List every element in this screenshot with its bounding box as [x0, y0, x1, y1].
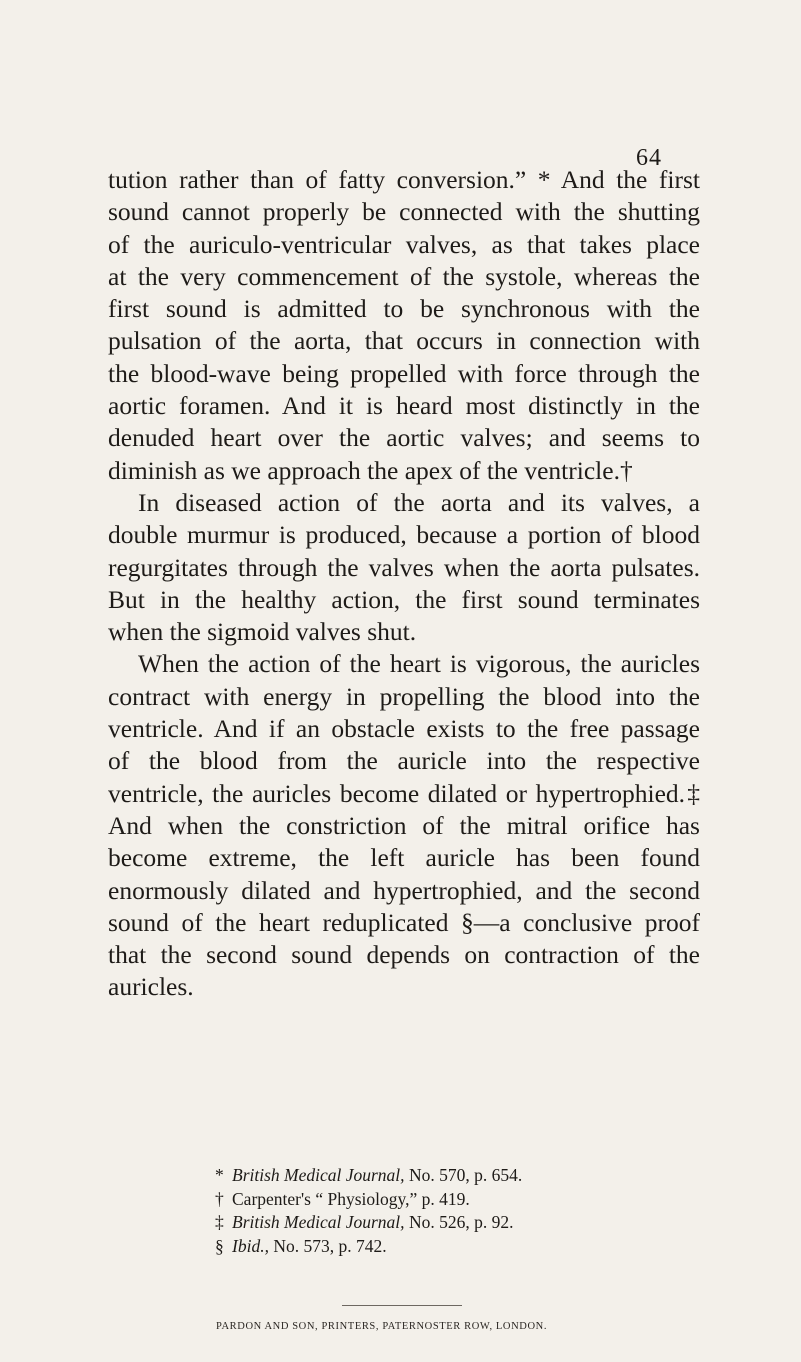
footnotes	[215, 1164, 775, 1258]
footnote	[215, 1235, 775, 1259]
page-number: 64	[636, 145, 662, 171]
text-line: When the action of the heart is vigorous, the auricles	[138, 649, 700, 679]
text-line: aortic foramen. And it is heard most distinctly in the	[108, 391, 700, 421]
text-line: ventricle, the auricles become dilated or hypertrophied.‡	[108, 778, 700, 808]
text-line: auricles.	[108, 972, 194, 1002]
footnote-mark: ‡	[215, 1212, 224, 1232]
footnote-text: No. 526, p. 92.	[404, 1212, 514, 1232]
printer-imprint: PARDON AND SON, PRINTERS, PATERNOSTER ROW, LONDON.	[216, 1321, 548, 1332]
text-line: become extreme, the left auricle has been found	[108, 843, 700, 873]
footnote-mark: †	[215, 1188, 224, 1209]
text-line: double murmur is produced, because a portion of blood	[108, 520, 700, 550]
imprint-divider	[342, 1305, 462, 1306]
footnote	[215, 1211, 775, 1235]
text-line: enormously dilated and hypertrophied, and the second	[108, 875, 700, 905]
footnote-mark: *	[215, 1165, 224, 1185]
text-line: of the blood from the auricle into the respective	[108, 746, 700, 776]
text-line: sound cannot properly be connected with the shutting	[108, 197, 700, 227]
text-line: contract with energy in propelling the blood into the	[108, 681, 700, 711]
text-line: of the auriculo-ventricular valves, as that takes place	[108, 229, 700, 259]
text-line: ventricle. And if an obstacle exists to the free passage	[108, 714, 700, 744]
footnote-mark: §	[215, 1235, 224, 1256]
text-line: denuded heart over the aortic valves; and seems to	[108, 423, 700, 453]
footnote-source: British Medical Journal,	[232, 1212, 405, 1232]
text-line: In diseased action of the aorta and its valves, a	[138, 487, 700, 517]
text-line: tution rather than of fatty conversion.” * And the first	[108, 165, 700, 194]
footnote	[215, 1188, 775, 1212]
footnote-source: British Medical Journal,	[232, 1165, 405, 1185]
text-line: when the sigmoid valves shut.	[108, 617, 417, 647]
text-line: pulsation of the aorta, that occurs in connection with	[108, 326, 700, 356]
text-line: And when the constriction of the mitral orifice has	[108, 810, 700, 840]
text-line: first sound is admitted to be synchronous with the	[108, 294, 700, 324]
text-line: the blood-wave being propelled with force through the	[108, 358, 700, 388]
text-line: diminish as we approach the apex of the ventricle.†	[108, 455, 633, 485]
text-line: But in the healthy action, the first sound terminates	[108, 584, 700, 614]
body-text	[108, 164, 700, 1004]
footnote	[215, 1164, 775, 1188]
footnote-text: No. 573, p. 742.	[268, 1235, 387, 1256]
footnote-source: Ibid.,	[232, 1235, 269, 1256]
text-line: that the second sound depends on contraction of the	[108, 940, 700, 970]
text-line: sound of the heart reduplicated §—a conclusive proof	[108, 907, 700, 937]
footnote-text: No. 570, p. 654.	[404, 1165, 523, 1185]
footnote-text: Carpenter's “ Physiology,” p. 419.	[232, 1188, 470, 1209]
text-line: regurgitates through the valves when the aorta pulsates.	[108, 552, 700, 582]
text-line: at the very commencement of the systole, whereas the	[108, 261, 700, 291]
